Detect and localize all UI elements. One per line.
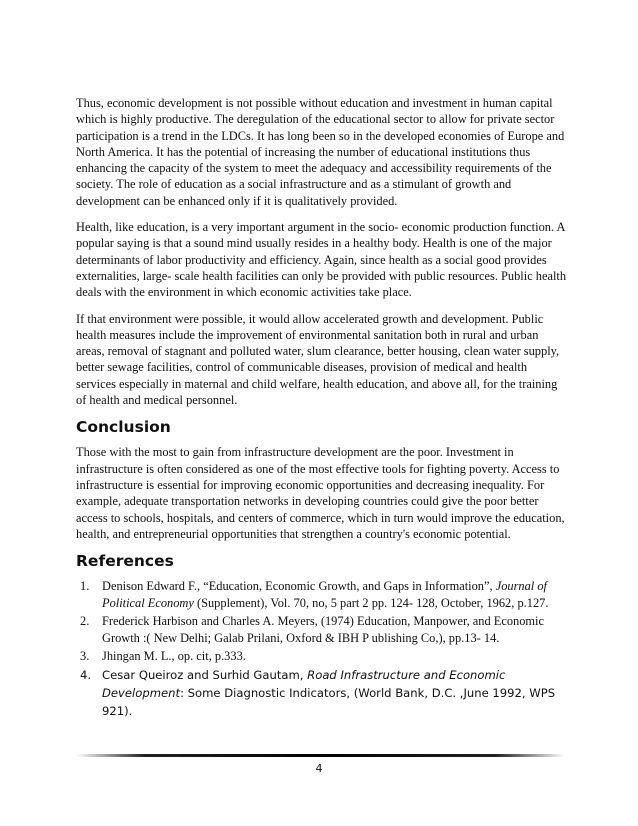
conclusion-heading: Conclusion — [76, 418, 171, 437]
reference-number: 4. — [80, 668, 92, 683]
page-content — [76, 95, 568, 721]
reference-title: Road Infrastructure and Economic Development — [102, 668, 506, 701]
reference-number: 3. — [80, 649, 90, 664]
page-number: 4 — [315, 762, 323, 775]
reference-item — [80, 648, 568, 665]
paragraph-education: Thus, economic development is not possible without education and investment in human capital which is highly productive. The deregulation of the educational sector to allow for private sector participation is a trend in the LDCs. It has long been so in the developed economies of Europe and North America. It has the potential of increasing the number of educational institutions thus enhancing the capacity of the system to meet the adequacy and accessibility requirements of the society. The role of education as a social infrastructure and as a stimulant of growth and development can be enhanced only if it is qualitatively provided. — [76, 96, 565, 208]
reference-number: 1. — [80, 579, 90, 594]
reference-text: Jhingan M. L., op. cit, p.333. — [102, 649, 246, 664]
paragraph-public-health: If that environment were possible, it would allow accelerated growth and development. Public health measures include the improvement of environmental sanitation both in rural and urban areas, removal of stagnant and polluted water, slum clearance, better housing, clean water supply, better sewage facilities, control of communicable diseases, provision of medical and health services especially in maternal and child welfare, health education, and above all, for the training of health and medical personnel. — [76, 311, 560, 408]
conclusion-paragraph: Those with the most to gain from infrastructure development are the poor. Investment in infrastructure is often considered as one of the most effective tools for fighting poverty. Access to infrastructure is essential for improving economic opportunities and decreasing inequality. For example, adequate transportation networks in developing countries could give the poor better access to schools, hospitals, and centers of commerce, which in turn would improve the education, health, and entrepreneurial opportunities that strengthen a country's economic potential. — [76, 445, 565, 541]
reference-text: Denison Edward F., “Education, Economic Growth, and Gaps in Information”, — [102, 579, 496, 594]
reference-text-tail: (Supplement), Vol. 70, no, 5 part 2 pp. 124- 128, October, 1962, p.127. — [193, 596, 549, 611]
reference-item — [80, 613, 568, 647]
reference-item — [80, 578, 568, 612]
references-heading: References — [76, 552, 174, 571]
reference-text: Cesar Queiroz and Surhid Gautam, — [102, 668, 308, 683]
reference-journal: Journal of Political Economy — [102, 579, 547, 611]
references-list — [76, 578, 568, 720]
reference-number: 2. — [80, 614, 90, 629]
reference-text: Frederick Harbison and Charles A. Meyers, (1974) Education, Manpower, and Economic Growth :( New Delhi; Galab Prilani, Oxford & IBH P ublishing Co,), pp.13- 14. — [102, 614, 545, 646]
paragraph-health: Health, like education, is a very important argument in the socio- economic production function. A popular saying is that a sound mind usually resides in a healthy body. Health is one of the major determinants of labor productivity and efficiency. Again, since health as a social good provides externalities, large- scale health facilities can only be provided with public resources. Public health deals with the environment in which economic activities take place. — [76, 220, 567, 300]
reference-text-tail: : Some Diagnostic Indicators, (World Bank, D.C. ,June 1992, WPS 921). — [102, 686, 556, 719]
reference-item — [80, 666, 568, 720]
footer-divider — [76, 754, 565, 757]
